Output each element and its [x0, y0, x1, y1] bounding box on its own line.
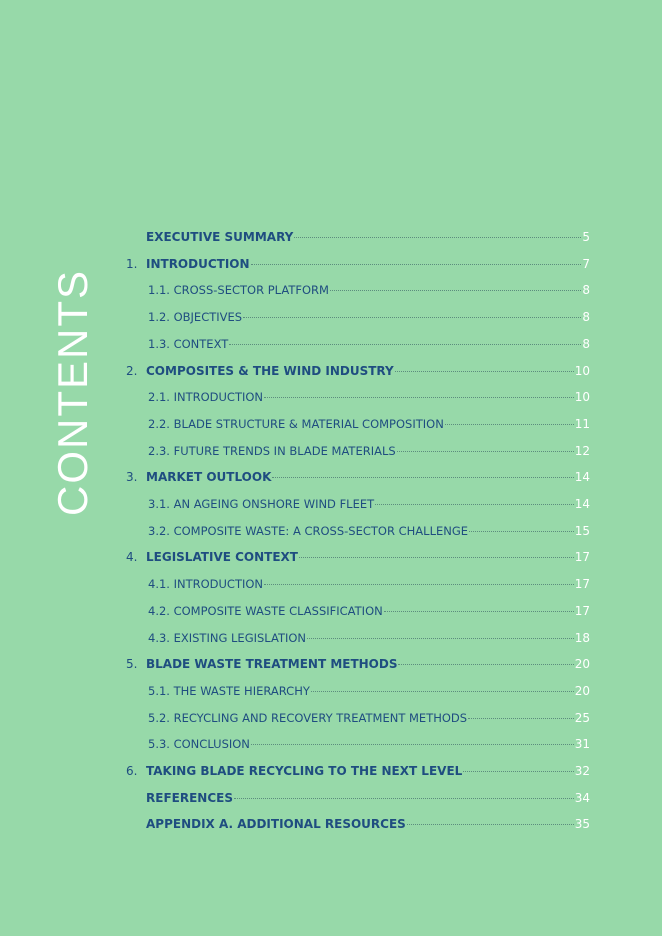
toc-entry: [146, 761, 590, 781]
toc-row[interactable]: [0, 307, 662, 327]
toc-row[interactable]: [0, 654, 662, 674]
toc-page-number[interactable]: 12: [574, 443, 590, 458]
toc-page-number[interactable]: 14: [574, 470, 590, 485]
toc-row[interactable]: [0, 414, 662, 434]
toc-entry: [146, 227, 590, 247]
toc-page-number[interactable]: 15: [574, 523, 590, 538]
toc-page-number[interactable]: 7: [582, 256, 590, 271]
toc-row[interactable]: [0, 254, 662, 274]
toc-label[interactable]: TAKING BLADE RECYCLING TO THE NEXT LEVEL: [146, 764, 463, 778]
toc-label[interactable]: APPENDIX A. ADDITIONAL RESOURCES: [146, 817, 406, 832]
toc-row[interactable]: [0, 601, 662, 621]
dot-leader: [397, 451, 574, 452]
toc-page-number[interactable]: 35: [574, 817, 590, 832]
toc-entry: [148, 601, 590, 621]
toc-row[interactable]: [0, 574, 662, 594]
dot-leader: [264, 584, 574, 585]
toc-entry: [146, 814, 590, 834]
toc-section-number: 2.: [126, 363, 138, 378]
toc-row[interactable]: [0, 334, 662, 354]
toc-section-number: 5.: [126, 657, 138, 672]
toc-label[interactable]: 5.2. RECYCLING AND RECOVERY TREATMENT METHODS: [148, 710, 468, 725]
toc-label[interactable]: 2.1. INTRODUCTION: [148, 390, 264, 405]
toc-page-number[interactable]: 34: [574, 790, 590, 805]
toc-section-number: 3.: [126, 470, 138, 485]
toc-row[interactable]: [0, 521, 662, 541]
toc-label[interactable]: 3.1. AN AGEING ONSHORE WIND FLEET: [148, 497, 375, 511]
toc-page-number[interactable]: 20: [574, 657, 590, 672]
toc-entry: [148, 494, 590, 514]
toc-entry: [148, 387, 590, 407]
toc-entry: [146, 788, 590, 808]
toc-label[interactable]: COMPOSITES & THE WIND INDUSTRY: [146, 363, 394, 378]
toc-row[interactable]: [0, 734, 662, 754]
toc-row[interactable]: [0, 708, 662, 728]
toc-label[interactable]: 5.3. CONCLUSION: [148, 737, 250, 752]
dot-leader: [299, 557, 574, 558]
dot-leader: [375, 504, 574, 505]
toc-label[interactable]: 2.3. FUTURE TRENDS IN BLADE MATERIALS: [148, 443, 396, 458]
toc-section-number: 1.: [126, 256, 138, 271]
toc-label[interactable]: INTRODUCTION: [146, 256, 250, 271]
dot-leader: [384, 611, 574, 612]
dot-leader: [469, 531, 574, 532]
toc-row[interactable]: [0, 681, 662, 701]
toc-row[interactable]: [0, 280, 662, 300]
toc-page-number[interactable]: 17: [574, 550, 590, 565]
toc-label[interactable]: MARKET OUTLOOK: [146, 470, 272, 485]
dot-leader: [330, 290, 581, 291]
toc-label[interactable]: 4.3. EXISTING LEGISLATION: [148, 630, 307, 645]
toc-entry: [148, 307, 590, 327]
dot-leader: [229, 344, 581, 345]
toc-row[interactable]: [0, 761, 662, 781]
toc-row[interactable]: [0, 494, 662, 514]
toc-page-number[interactable]: 31: [574, 737, 590, 752]
toc-row[interactable]: [0, 628, 662, 648]
toc-page-number[interactable]: 8: [582, 336, 590, 351]
toc-row[interactable]: [0, 547, 662, 567]
toc-label[interactable]: 1.3. CONTEXT: [148, 336, 229, 351]
toc-entry: [146, 467, 590, 487]
toc-page-number[interactable]: 8: [582, 283, 590, 298]
toc-page-number[interactable]: 11: [574, 416, 590, 431]
dot-leader: [395, 371, 574, 372]
toc-entry: [146, 547, 590, 567]
dot-leader: [251, 744, 574, 745]
toc-label[interactable]: 3.2. COMPOSITE WASTE: A CROSS-SECTOR CHALLENGE: [148, 523, 469, 538]
dot-leader: [445, 424, 574, 425]
toc-entry: [148, 681, 590, 701]
toc-row[interactable]: [0, 227, 662, 247]
toc-label[interactable]: LEGISLATIVE CONTEXT: [146, 550, 298, 565]
toc-label[interactable]: 2.2. BLADE STRUCTURE & MATERIAL COMPOSITION: [148, 416, 444, 431]
toc-page-number[interactable]: 20: [574, 683, 590, 698]
dot-leader: [264, 397, 574, 398]
toc-row[interactable]: [0, 387, 662, 407]
dot-leader: [294, 237, 581, 238]
toc-entry: [148, 708, 590, 728]
dot-leader: [398, 664, 573, 665]
contents-title: CONTENTS: [49, 269, 96, 516]
toc-entry: [148, 414, 590, 434]
dot-leader: [468, 718, 574, 719]
toc-row[interactable]: [0, 814, 662, 834]
toc-row[interactable]: [0, 467, 662, 487]
toc-label[interactable]: 4.1. INTRODUCTION: [148, 577, 264, 592]
dot-leader: [243, 317, 581, 318]
toc-row[interactable]: [0, 441, 662, 461]
dot-leader: [234, 798, 574, 799]
toc-page-number[interactable]: 32: [574, 764, 590, 778]
toc-label[interactable]: 5.1. THE WASTE HIERARCHY: [148, 683, 310, 698]
dot-leader: [307, 638, 574, 639]
dot-leader: [407, 824, 574, 825]
dot-leader: [272, 477, 573, 478]
toc-entry: [148, 521, 590, 541]
toc-row[interactable]: [0, 788, 662, 808]
toc-page-number[interactable]: 10: [574, 363, 590, 378]
toc-row[interactable]: [0, 361, 662, 381]
toc-page-number[interactable]: 5: [582, 230, 590, 244]
toc-label[interactable]: REFERENCES: [146, 790, 233, 805]
dot-leader: [463, 771, 573, 772]
dot-leader: [311, 691, 574, 692]
toc-page-number[interactable]: 8: [582, 310, 590, 325]
toc-label[interactable]: EXECUTIVE SUMMARY: [146, 230, 294, 244]
toc-page-number[interactable]: 17: [574, 603, 590, 618]
toc-page-number[interactable]: 18: [574, 630, 590, 645]
toc-entry: [148, 574, 590, 594]
toc-entry: [148, 441, 590, 461]
toc-label[interactable]: 1.1. CROSS-SECTOR PLATFORM: [148, 283, 329, 298]
toc-page-number[interactable]: 14: [574, 497, 590, 511]
toc-section-number: 6.: [126, 764, 138, 778]
toc-page-number[interactable]: 25: [574, 710, 590, 725]
toc-label[interactable]: 1.2. OBJECTIVES: [148, 310, 243, 325]
toc-section-number: 4.: [126, 550, 138, 565]
toc-entry: [148, 628, 590, 648]
toc-entry: [148, 734, 590, 754]
toc-label[interactable]: 4.2. COMPOSITE WASTE CLASSIFICATION: [148, 603, 383, 618]
toc-entry: [146, 361, 590, 381]
toc-entry: [148, 280, 590, 300]
toc-entry: [148, 334, 590, 354]
toc-label[interactable]: BLADE WASTE TREATMENT METHODS: [146, 657, 398, 672]
toc-page-number[interactable]: 10: [574, 390, 590, 405]
dot-leader: [251, 264, 582, 265]
toc-page-number[interactable]: 17: [574, 577, 590, 592]
toc-entry: [146, 654, 590, 674]
toc-entry: [146, 254, 590, 274]
